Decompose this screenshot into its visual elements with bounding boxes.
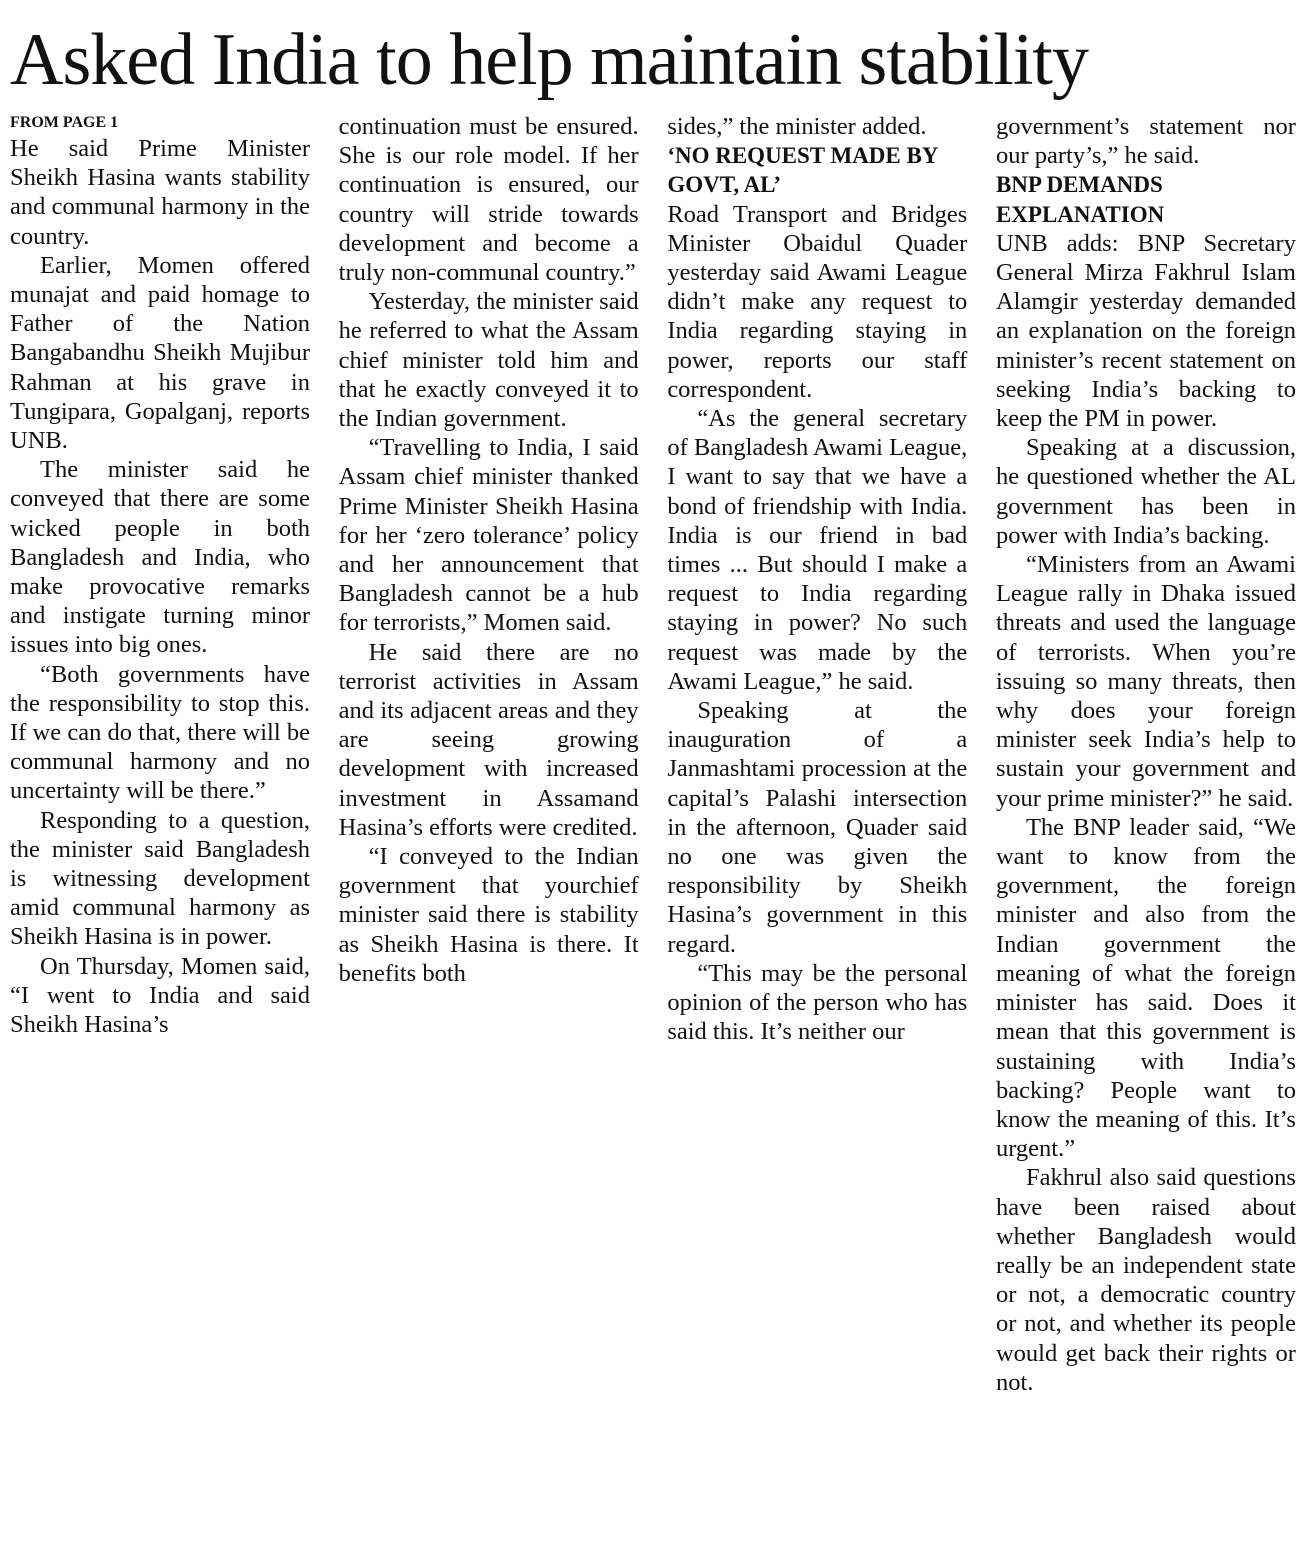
- paragraph: Road Transport and Bridges Minister Obaidul Quader yesterday said Awami League didn’t make any request to India regarding staying in power, reports our staff correspondent.: [667, 200, 968, 403]
- paragraph: Yesterday, the minister said he referred to what the Assam chief minister told him and that he exactly conveyed it to the Indian government.: [338, 288, 639, 433]
- paragraph: government’s statement nor our party’s,” he said.: [995, 113, 1296, 170]
- paragraph: UNB adds: BNP Secretary General Mirza Fakhrul Islam Alamgir yesterday demanded an explanation on the foreign minister’s recent statement on seeking India’s backing to keep the PM in power.: [995, 229, 1296, 433]
- subhead-bnp-demands: BNP DEMANDS EXPLANATION: [995, 172, 1165, 227]
- paragraph: Speaking at the inauguration of a Janmashtami procession at the capital’s Palashi intersection in the afternoon, Quader said no one was given the responsibility by Sheikh Hasina’s government in this regard.: [667, 697, 968, 958]
- paragraph: The BNP leader said, “We want to know from the government, the foreign minister and also from the Indian government the meaning of what the foreign minister has said. Does it mean that this government is sustaining with India’s backing? People want to know the meaning of this. It’s urgent.”: [995, 813, 1296, 1163]
- paragraph: continuation must be ensured. She is our role model. If her continuation is ensured, our country will stride towards development and become a truly non-communal country.”: [338, 113, 639, 287]
- paragraph: “Both governments have the responsibility to stop this. If we can do that, there will be communal harmony and no uncertainty will be there.”: [10, 660, 310, 805]
- paragraph: Earlier, Momen offered munajat and paid homage to Father of the Nation Bangabandhu Sheikh Mujibur Rahman at his grave in Tungipara, Gopalganj, reports UNB.: [10, 251, 310, 455]
- column-4: [996, 112, 1296, 1397]
- continuation-kicker: FROM PAGE 1: [10, 114, 119, 131]
- paragraph: “As the general secretary of Bangladesh Awami League, I want to say that we have a bond of friendship with India. India is our friend in bad times ... But should I make a request to India regarding staying in power? No such request was made by the Awami League,” he said.: [667, 405, 968, 695]
- headline: Asked India to help maintain stability: [10, 19, 1088, 101]
- column-2: [339, 112, 639, 1397]
- paragraph: “This may be the personal opinion of the person who has said this. It’s neither our: [667, 959, 968, 1046]
- paragraph: “I conveyed to the Indian government that yourchief minister said there is stability as Sheikh Hasina is there. It benefits both: [338, 843, 639, 987]
- column-3: [667, 112, 967, 1397]
- paragraph: Responding to a question, the minister said Bangladesh is witnessing development amid communal harmony as Sheikh Hasina is in power.: [10, 806, 310, 951]
- column-1: [10, 112, 310, 1397]
- paragraph: sides,” the minister added.: [667, 113, 927, 140]
- paragraph: The minister said he conveyed that there are some wicked people in both Bangladesh and India, who make provocative remarks and instigate turning minor issues into big ones.: [10, 456, 310, 659]
- paragraph: He said there are no terrorist activities in Assam and its adjacent areas and they are seeing growing development with increased investment in Assamand Hasina’s efforts were credited.: [338, 638, 639, 841]
- paragraph: “Ministers from an Awami League rally in Dhaka issued threats and used the language of terrorists. When you’re issuing so many threats, then why does your foreign minister seek India’s help to sustain your government and your prime minister?” he said.: [995, 551, 1296, 812]
- paragraph: “Travelling to India, I said Assam chief minister thanked Prime Minister Sheikh Hasina for her ‘zero tolerance’ policy and her announcement that Bangladesh cannot be a hub for terrorists,” Momen said.: [338, 434, 639, 637]
- paragraph: On Thursday, Momen said, “I went to India and said Sheikh Hasina’s: [10, 952, 310, 1039]
- paragraph: Fakhrul also said questions have been raised about whether Bangladesh would really be an independent state or not, a democratic country or not, and whether its people would get back their rights or not.: [995, 1164, 1296, 1396]
- paragraph: Speaking at a discussion, he questioned whether the AL government has been in power with India’s backing.: [995, 434, 1296, 549]
- article-columns: [10, 112, 1296, 1397]
- subhead-no-request: ‘NO REQUEST MADE BY GOVT, AL’: [667, 143, 938, 198]
- paragraph: He said Prime Minister Sheikh Hasina wants stability and communal harmony in the country.: [10, 135, 310, 250]
